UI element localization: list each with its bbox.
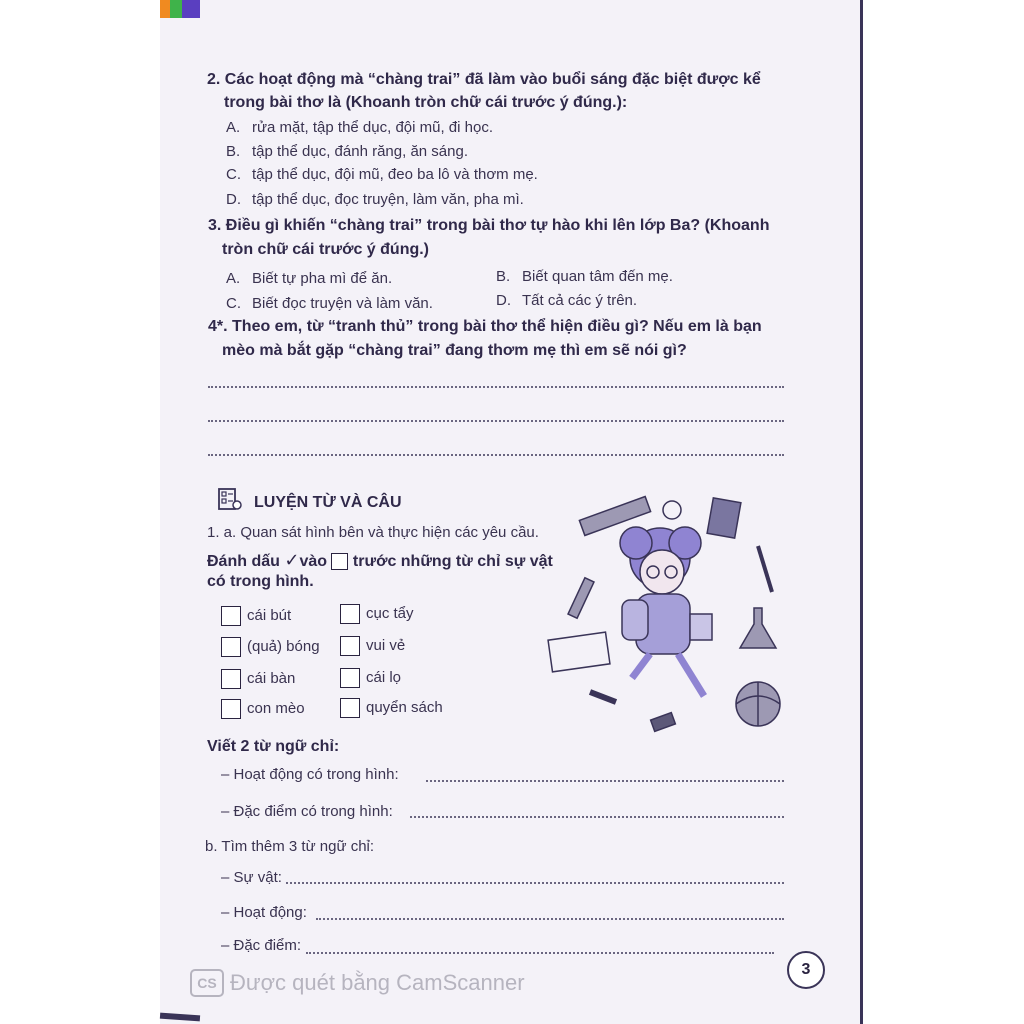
q2-option-c[interactable] [226,166,538,183]
cover-corner [160,0,200,18]
checklist-icon [217,487,243,511]
q2-line2: trong bài thơ là (Khoanh tròn chữ cái trước ý đúng.): [224,94,628,111]
q2-option-a[interactable] [226,119,493,136]
q2-line1: 2. Các hoạt động mà “chàng trai” đã làm vào buổi sáng đặc biệt được kể [207,71,761,88]
mark-mid: vào [299,553,328,570]
q4-line1: 4*. Theo em, từ “tranh thủ” trong bài thơ thể hiện điều gì? Nếu em là bạn [208,318,762,335]
checkbox[interactable] [340,668,360,688]
option-text: rửa mặt, tập thể dục, đội mũ, đi học. [252,119,493,136]
checkbox-label: cái bút [247,606,292,624]
checkbox-label: cục tẩy [366,604,414,622]
activity2-answer-line[interactable] [316,918,784,920]
q2-option-d[interactable] [226,191,524,208]
checkbox-label: cái bàn [247,669,296,687]
things-answer-line[interactable] [286,882,784,884]
checkbox[interactable] [221,699,241,719]
checkbox[interactable] [221,669,241,689]
q4-answer-line-3[interactable] [208,454,784,456]
feature2-label: – Đặc điểm: [221,937,302,954]
page-number: 3 [787,951,825,989]
mark-pre: Đánh dấu [207,553,280,570]
checkbox-item-quyen-sach[interactable] [340,698,443,718]
feature-answer-line[interactable] [410,816,784,818]
q4-answer-line-1[interactable] [208,386,784,388]
part-b-heading: b. Tìm thêm 3 từ ngữ chỉ: [205,838,375,855]
feature-label: – Đặc điểm có trong hình: [221,803,393,820]
option-letter: B. [226,143,241,160]
checkbox-label: quyển sách [366,698,443,716]
option-letter: D. [496,292,511,309]
q3-option-b[interactable] [496,268,673,285]
option-letter: B. [496,268,511,285]
mark-post: trước những từ chỉ sự vật [352,553,553,570]
option-letter: A. [226,119,241,136]
mark-instruction [207,550,553,571]
activity2-label: – Hoạt động: [221,904,307,921]
checkbox-item-con-meo[interactable] [221,699,305,719]
q2-option-b[interactable] [226,143,468,160]
activity-label: – Hoạt động có trong hình: [221,766,399,783]
checkbox[interactable] [340,636,360,656]
checkbox-item-vui-ve[interactable] [340,636,405,656]
checkbox-item-qua-bong[interactable] [221,637,320,657]
q3-option-c[interactable] [226,295,433,312]
checkbox-label: cái lọ [366,668,402,686]
checkbox[interactable] [340,604,360,624]
q1a-instruction: 1. a. Quan sát hình bên và thực hiện các yêu cầu. [207,524,539,541]
q3-option-d[interactable] [496,292,637,309]
q4-answer-line-2[interactable] [208,420,784,422]
checkmark-icon: ✓ [284,550,300,570]
write2-heading: Viết 2 từ ngữ chỉ: [207,738,340,755]
checkbox[interactable] [221,606,241,626]
inline-checkbox-icon [331,553,348,570]
option-text: tập thể dục, đọc truyện, làm văn, pha mì. [252,191,524,208]
checkbox[interactable] [221,637,241,657]
option-letter: A. [226,270,241,287]
checkbox-item-cai-but[interactable] [221,606,291,626]
q4-line2: mèo mà bắt gặp “chàng trai” đang thơm mẹ thì em sẽ nói gì? [222,342,687,359]
option-text: Tất cả các ý trên. [522,292,638,309]
things-label: – Sự vật: [221,869,282,886]
checkbox-item-cuc-tay[interactable] [340,604,414,624]
option-text: tập thể dục, đánh răng, ăn sáng. [252,143,468,160]
mark-line2: có trong hình. [207,573,314,590]
q3-line1: 3. Điều gì khiến “chàng trai” trong bài thơ tự hào khi lên lớp Ba? (Khoanh [208,217,770,234]
option-text: Biết tự pha mì để ăn. [252,270,393,287]
section-title: LUYỆN TỪ VÀ CÂU [254,494,402,511]
camscanner-watermark: Được quét bằng CamScanner [230,970,525,995]
option-text: tập thể dục, đội mũ, đeo ba lô và thơm mẹ. [252,166,538,183]
option-letter: C. [226,295,241,312]
checkbox-item-cai-lo[interactable] [340,668,401,688]
activity-answer-line[interactable] [426,780,784,782]
feature2-answer-line[interactable] [306,952,774,954]
option-text: Biết quan tâm đến mẹ. [522,268,673,285]
student-illustration [540,488,800,738]
camscanner-logo: CS [190,969,224,997]
scan-edge [860,0,863,1024]
checkbox[interactable] [340,698,360,718]
checkbox-item-cai-ban[interactable] [221,669,295,689]
checkbox-label: con mèo [247,699,305,717]
option-letter: C. [226,166,241,183]
checkbox-label: vui vẻ [366,636,406,654]
option-letter: D. [226,191,241,208]
option-text: Biết đọc truyện và làm văn. [252,295,433,312]
checkbox-label: (quả) bóng [247,637,320,655]
q3-option-a[interactable] [226,270,392,287]
q3-line2: tròn chữ cái trước ý đúng.) [222,241,430,258]
